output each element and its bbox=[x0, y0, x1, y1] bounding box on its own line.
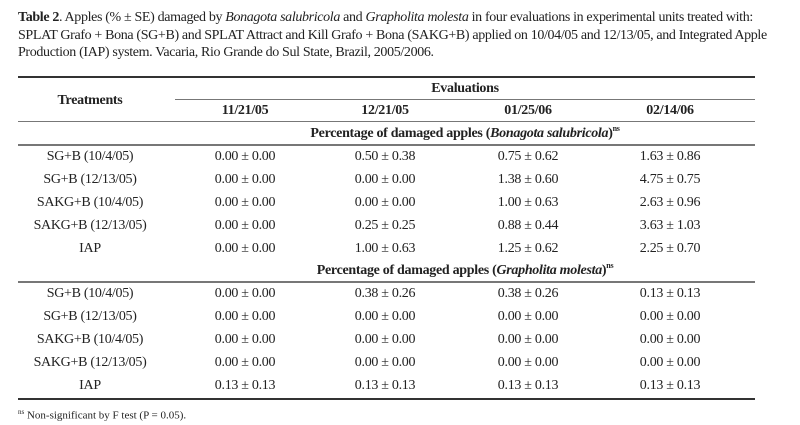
footnote bbox=[18, 408, 186, 422]
caption-text: in four evaluations in experimental units treated with: SPLAT Grafo + Bona (SG+B) and SPLAT Attract and Kill Grafo + Bona (SAKG+B) applied on 10/04/05 and 12/13/05, and Integrated Apple Production (IAP) system. Vacaria, Rio Grande do Sul State, Brazil, 2005/2006. bbox=[18, 10, 767, 60]
value-cell: 0.00 ± 0.00 bbox=[214, 149, 276, 164]
value-cell: 1.00 ± 0.63 bbox=[354, 241, 416, 256]
section-heading-sup: ns bbox=[606, 261, 614, 271]
value-cell: 0.13 ± 0.13 bbox=[639, 378, 701, 393]
treatment-cell: SG+B (10/4/05) bbox=[46, 149, 134, 164]
evaluations-header: Evaluations bbox=[431, 81, 499, 96]
value-cell: 0.00 ± 0.00 bbox=[497, 355, 559, 370]
value-cell: 0.00 ± 0.00 bbox=[214, 355, 276, 370]
table-caption bbox=[18, 9, 788, 62]
value-cell: 3.63 ± 1.03 bbox=[639, 218, 701, 233]
value-cell: 0.50 ± 0.38 bbox=[354, 149, 416, 164]
caption-text: and bbox=[340, 10, 366, 25]
treatment-cell: SG+B (10/4/05) bbox=[46, 286, 134, 301]
value-cell: 0.00 ± 0.00 bbox=[354, 172, 416, 187]
treatments-header: Treatments bbox=[57, 93, 123, 108]
table-label: Table 2 bbox=[18, 10, 59, 25]
section-heading-sup: ns bbox=[612, 124, 620, 134]
header-bottom-rule bbox=[18, 121, 755, 122]
treatment-cell: IAP bbox=[79, 378, 101, 393]
section-rule bbox=[18, 144, 755, 146]
value-cell: 1.00 ± 0.63 bbox=[497, 195, 559, 210]
value-cell: 0.88 ± 0.44 bbox=[497, 218, 559, 233]
date-header: 01/25/06 bbox=[504, 103, 552, 118]
value-cell: 1.25 ± 0.62 bbox=[497, 241, 559, 256]
date-header: 11/21/05 bbox=[221, 103, 269, 118]
table-bottom-rule bbox=[18, 398, 755, 400]
section-heading-suffix: ) bbox=[601, 262, 607, 278]
treatment-cell: SAKG+B (10/4/05) bbox=[36, 332, 144, 347]
value-cell: 2.63 ± 0.96 bbox=[639, 195, 701, 210]
value-cell: 0.00 ± 0.00 bbox=[214, 332, 276, 347]
treatment-cell: IAP bbox=[79, 241, 101, 256]
evaluations-rule bbox=[175, 99, 755, 100]
treatment-cell: SAKG+B (12/13/05) bbox=[33, 355, 147, 370]
value-cell: 0.00 ± 0.00 bbox=[214, 286, 276, 301]
value-cell: 0.00 ± 0.00 bbox=[354, 332, 416, 347]
date-header: 12/21/05 bbox=[361, 103, 409, 118]
value-cell: 0.00 ± 0.00 bbox=[639, 332, 701, 347]
value-cell: 0.75 ± 0.62 bbox=[497, 149, 559, 164]
section-heading-suffix: ) bbox=[608, 125, 613, 141]
value-cell: 0.00 ± 0.00 bbox=[639, 309, 701, 324]
value-cell: 0.00 ± 0.00 bbox=[214, 241, 276, 256]
value-cell: 0.25 ± 0.25 bbox=[354, 218, 416, 233]
caption-text: . Apples (% ± SE) damaged by bbox=[59, 10, 226, 25]
section-rule bbox=[18, 281, 755, 283]
date-header: 02/14/06 bbox=[646, 103, 694, 118]
value-cell: 0.00 ± 0.00 bbox=[214, 309, 276, 324]
section-heading-prefix: Percentage of damaged apples ( bbox=[316, 262, 497, 278]
value-cell: 0.00 ± 0.00 bbox=[354, 195, 416, 210]
section-heading-prefix: Percentage of damaged apples ( bbox=[310, 125, 491, 141]
value-cell: 0.00 ± 0.00 bbox=[214, 172, 276, 187]
footnote-sup: ns bbox=[18, 408, 25, 416]
value-cell: 1.63 ± 0.86 bbox=[639, 149, 701, 164]
value-cell: 2.25 ± 0.70 bbox=[639, 241, 701, 256]
value-cell: 1.38 ± 0.60 bbox=[497, 172, 559, 187]
caption-species: Bonagota salubricola bbox=[225, 10, 341, 25]
value-cell: 0.38 ± 0.26 bbox=[497, 286, 559, 301]
value-cell: 0.00 ± 0.00 bbox=[497, 332, 559, 347]
treatment-cell: SG+B (12/13/05) bbox=[43, 172, 137, 187]
value-cell: 0.13 ± 0.13 bbox=[639, 286, 701, 301]
treatment-cell: SAKG+B (10/4/05) bbox=[36, 195, 144, 210]
footnote-text: Non-significant by F test (P = 0.05). bbox=[24, 409, 187, 422]
section-heading-species: Bonagota salubricola bbox=[490, 125, 609, 141]
treatment-cell: SAKG+B (12/13/05) bbox=[33, 218, 147, 233]
value-cell: 4.75 ± 0.75 bbox=[639, 172, 701, 187]
treatment-cell: SG+B (12/13/05) bbox=[43, 309, 137, 324]
value-cell: 0.00 ± 0.00 bbox=[214, 218, 276, 233]
value-cell: 0.38 ± 0.26 bbox=[354, 286, 416, 301]
value-cell: 0.13 ± 0.13 bbox=[214, 378, 276, 393]
value-cell: 0.00 ± 0.00 bbox=[354, 355, 416, 370]
section-heading bbox=[317, 261, 614, 279]
value-cell: 0.13 ± 0.13 bbox=[354, 378, 416, 393]
table-top-rule bbox=[18, 76, 755, 78]
value-cell: 0.00 ± 0.00 bbox=[354, 309, 416, 324]
section-heading bbox=[310, 124, 619, 142]
value-cell: 0.00 ± 0.00 bbox=[497, 309, 559, 324]
value-cell: 0.00 ± 0.00 bbox=[639, 355, 701, 370]
caption-species: Grapholita molesta bbox=[365, 10, 469, 25]
section-heading-species: Grapholita molesta bbox=[496, 262, 602, 278]
value-cell: 0.13 ± 0.13 bbox=[497, 378, 559, 393]
value-cell: 0.00 ± 0.00 bbox=[214, 195, 276, 210]
